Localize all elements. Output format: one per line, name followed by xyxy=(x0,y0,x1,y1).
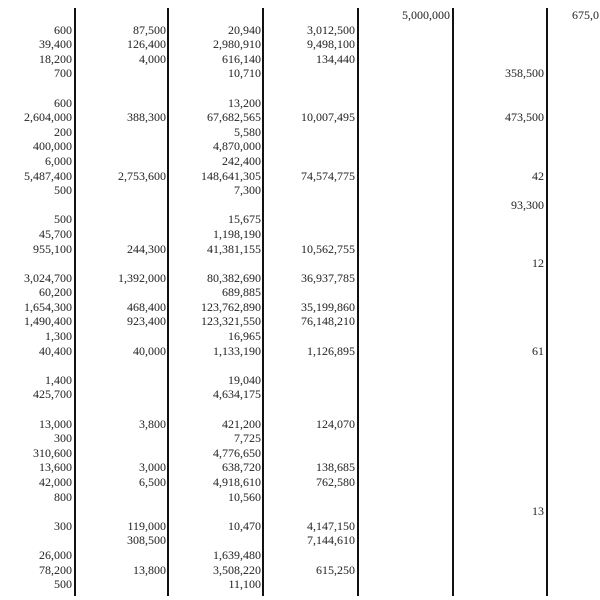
table-row xyxy=(0,169,600,184)
table-row xyxy=(0,358,600,373)
numeric-table xyxy=(0,8,600,592)
table-row xyxy=(0,37,600,52)
table-cell: 1,198,190 xyxy=(213,226,261,241)
table-cell: 18,200 xyxy=(39,51,72,66)
table-row xyxy=(0,431,600,446)
table-cell: 19,040 xyxy=(228,372,261,387)
table-cell: 20,940 xyxy=(228,22,261,37)
table-cell: 923,400 xyxy=(127,314,166,329)
table-cell: 10,562,755 xyxy=(301,241,355,256)
table-cell: 2,980,910 xyxy=(213,37,261,52)
table-cell: 80,382,690 xyxy=(207,270,261,285)
table-row xyxy=(0,110,600,125)
table-row xyxy=(0,23,600,38)
table-row xyxy=(0,242,600,257)
table-cell: 500 xyxy=(54,577,72,592)
table-cell: 358,500 xyxy=(505,66,544,81)
table-row xyxy=(0,387,600,402)
table-cell: 10,710 xyxy=(228,66,261,81)
table-cell: 9,498,100 xyxy=(307,37,355,52)
table-cell: 200 xyxy=(54,124,72,139)
table-cell: 5,487,400 xyxy=(24,168,72,183)
table-cell: 616,140 xyxy=(222,51,261,66)
table-row xyxy=(0,402,600,417)
table-row xyxy=(0,125,600,140)
table-row xyxy=(0,256,600,271)
table-cell: 1,392,000 xyxy=(118,270,166,285)
table-row xyxy=(0,548,600,563)
table-cell: 3,000 xyxy=(139,460,166,475)
table-cell: 4,870,000 xyxy=(213,139,261,154)
table-cell: 638,720 xyxy=(222,460,261,475)
table-cell: 45,700 xyxy=(39,226,72,241)
table-cell: 123,762,890 xyxy=(201,299,261,314)
table-row xyxy=(0,533,600,548)
table-cell: 400,000 xyxy=(33,139,72,154)
table-row xyxy=(0,577,600,592)
table-cell: 10,560 xyxy=(228,489,261,504)
table-cell: 3,508,220 xyxy=(213,562,261,577)
table-row xyxy=(0,183,600,198)
table-cell: 7,300 xyxy=(234,183,261,198)
table-row xyxy=(0,490,600,505)
table-cell: 600 xyxy=(54,22,72,37)
table-cell: 955,100 xyxy=(33,241,72,256)
table-cell: 310,600 xyxy=(33,445,72,460)
table-cell: 10,470 xyxy=(228,518,261,533)
table-cell: 2,604,000 xyxy=(24,110,72,125)
table-cell: 123,321,550 xyxy=(201,314,261,329)
table-cell: 1,639,480 xyxy=(213,547,261,562)
table-cell: 39,400 xyxy=(39,37,72,52)
table-cell: 12 xyxy=(532,256,544,271)
table-cell: 388,300 xyxy=(127,110,166,125)
table-cell: 4,000 xyxy=(139,51,166,66)
table-row xyxy=(0,96,600,111)
table-cell: 675,0 xyxy=(572,8,599,22)
table-cell: 7,725 xyxy=(234,431,261,446)
table-cell: 40,400 xyxy=(39,343,72,358)
table-cell: 35,199,860 xyxy=(301,299,355,314)
table-row xyxy=(0,81,600,96)
table-cell: 2,753,600 xyxy=(118,168,166,183)
table-cell: 78,200 xyxy=(39,562,72,577)
table-row xyxy=(0,271,600,286)
table-cell: 13,000 xyxy=(39,416,72,431)
table-cell: 93,300 xyxy=(511,197,544,212)
table-cell: 5,580 xyxy=(234,124,261,139)
table-row xyxy=(0,198,600,213)
table-cell: 13,200 xyxy=(228,95,261,110)
table-row xyxy=(0,139,600,154)
table-row xyxy=(0,329,600,344)
table-cell: 11,100 xyxy=(228,577,261,592)
table-cell: 26,000 xyxy=(39,547,72,562)
table-row xyxy=(0,285,600,300)
table-cell: 689,885 xyxy=(222,285,261,300)
table-cell: 5,000,000 xyxy=(402,8,450,22)
table-cell: 4,776,650 xyxy=(213,445,261,460)
table-row xyxy=(0,212,600,227)
table-cell: 615,250 xyxy=(316,562,355,577)
table-cell: 13,600 xyxy=(39,460,72,475)
table-cell: 126,400 xyxy=(127,37,166,52)
table-cell: 500 xyxy=(54,212,72,227)
table-cell: 600 xyxy=(54,95,72,110)
table-cell: 15,675 xyxy=(228,212,261,227)
table-row xyxy=(0,227,600,242)
table-cell: 4,147,150 xyxy=(307,518,355,533)
table-cell: 10,007,495 xyxy=(301,110,355,125)
table-row xyxy=(0,446,600,461)
table-cell: 425,700 xyxy=(33,387,72,402)
table-cell: 13,800 xyxy=(133,562,166,577)
table-cell: 1,126,895 xyxy=(307,343,355,358)
table-row xyxy=(0,300,600,315)
table-cell: 1,300 xyxy=(45,329,72,344)
table-row xyxy=(0,504,600,519)
table-row xyxy=(0,154,600,169)
table-cell: 16,965 xyxy=(228,329,261,344)
table-cell: 3,800 xyxy=(139,416,166,431)
table-row xyxy=(0,460,600,475)
table-cell: 40,000 xyxy=(133,343,166,358)
table-cell: 148,641,305 xyxy=(201,168,261,183)
table-row xyxy=(0,519,600,534)
table-cell: 76,148,210 xyxy=(301,314,355,329)
table-cell: 124,070 xyxy=(316,416,355,431)
table-cell: 138,685 xyxy=(316,460,355,475)
table-row xyxy=(0,344,600,359)
table-row xyxy=(0,373,600,388)
table-cell: 1,490,400 xyxy=(24,314,72,329)
table-cell: 41,381,155 xyxy=(207,241,261,256)
table-cell: 60,200 xyxy=(39,285,72,300)
table-row xyxy=(0,66,600,81)
table-cell: 87,500 xyxy=(133,22,166,37)
table-row xyxy=(0,417,600,432)
table-cell: 700 xyxy=(54,66,72,81)
table-cell: 4,918,610 xyxy=(213,475,261,489)
table-cell: 3,012,500 xyxy=(307,22,355,37)
table-cell: 36,937,785 xyxy=(301,270,355,285)
table-cell: 473,500 xyxy=(505,110,544,125)
table-cell: 4,634,175 xyxy=(213,387,261,402)
table-cell: 1,400 xyxy=(45,372,72,387)
table-row xyxy=(0,314,600,329)
table-cell: 300 xyxy=(54,518,72,533)
table-row xyxy=(0,563,600,578)
table-cell: 13 xyxy=(532,504,544,519)
table-row xyxy=(0,475,600,490)
table-cell: 468,400 xyxy=(127,299,166,314)
table-cell: 7,144,610 xyxy=(307,533,355,548)
table-cell: 244,300 xyxy=(127,241,166,256)
table-cell: 6,000 xyxy=(45,153,72,168)
table-cell: 800 xyxy=(54,489,72,504)
table-cell: 1,133,190 xyxy=(213,343,261,358)
table-cell: 42 xyxy=(532,168,544,183)
table-cell: 500 xyxy=(54,183,72,198)
table-cell: 308,500 xyxy=(127,533,166,548)
table-cell: 3,024,700 xyxy=(24,270,72,285)
table-cell: 6,500 xyxy=(139,475,166,489)
table-row xyxy=(0,8,600,23)
table-cell: 67,682,565 xyxy=(207,110,261,125)
table-cell: 242,400 xyxy=(222,153,261,168)
table-row xyxy=(0,52,600,67)
table-cell: 61 xyxy=(532,343,544,358)
table-cell: 1,654,300 xyxy=(24,299,72,314)
table-cell: 421,200 xyxy=(222,416,261,431)
table-cell: 42,000 xyxy=(39,475,72,489)
table-cell: 300 xyxy=(54,431,72,446)
table-cell: 119,000 xyxy=(127,518,166,533)
table-cell: 762,580 xyxy=(316,475,355,489)
table-cell: 134,440 xyxy=(316,51,355,66)
table-cell: 74,574,775 xyxy=(301,168,355,183)
